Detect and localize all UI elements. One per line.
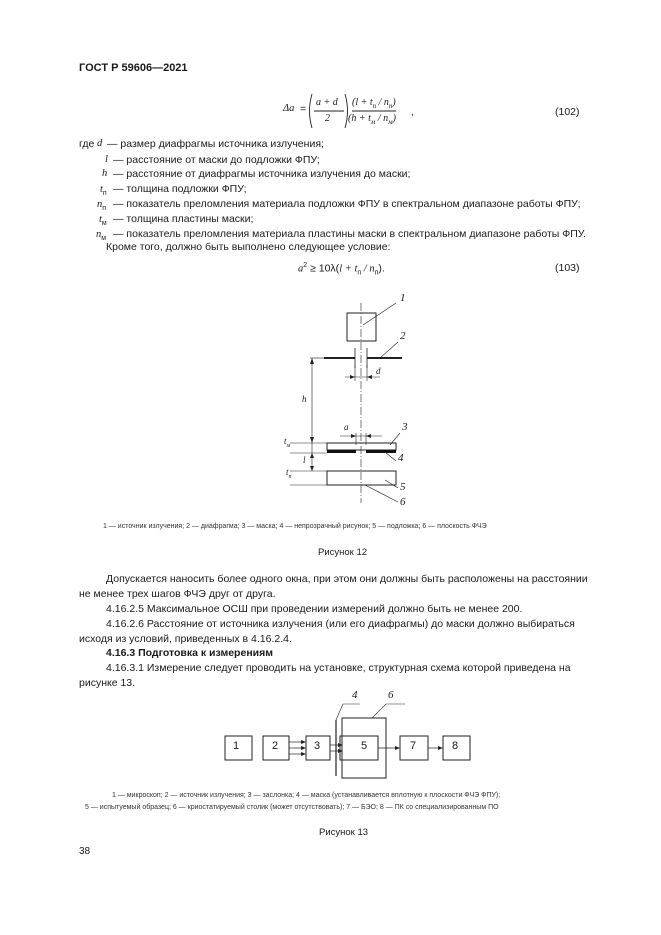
fig12-label-1: 1 (400, 292, 406, 304)
paragraph-4-16-3-1-a: 4.16.3.1 Измерение следует проводить на установке, структурная схема которой приведена на (106, 662, 571, 674)
eq102-frac2-den: $(h + t_м / n_м)$ (348, 113, 396, 126)
eq102-tail: , (411, 106, 414, 118)
legend-sym-nm: $n_м$ (96, 229, 107, 243)
legend-sym-tp: $t_п$ (100, 184, 107, 198)
source-box (347, 313, 376, 341)
fig13-block-3-label: 3 (314, 740, 321, 752)
eq102-frac1-den: 2 (325, 113, 330, 124)
eq102-eq: = (300, 103, 307, 115)
opaque-pattern-left (327, 450, 356, 453)
block-5 (340, 736, 378, 760)
fig12-label-3: 3 (402, 421, 408, 433)
fig13-label-4: 4 (352, 689, 358, 701)
legend-sym-h: h (102, 168, 108, 179)
legend-text-tp: — толщина подложки ФПУ; (113, 183, 247, 195)
legend-sym-d: d (97, 138, 103, 149)
legend-text-np: — показатель преломления материала подложки ФПУ в спектральном диапазоне работы ФПУ; (113, 198, 581, 210)
figure-13-title: Рисунок 13 (319, 827, 369, 838)
legend-intro: где (79, 138, 95, 150)
fig12-dim-tm: $t_м$ (284, 436, 291, 449)
legend-sym-l: l (105, 154, 108, 165)
fig12-dim-tp: $t_п$ (286, 467, 292, 480)
legend-text-h: — расстояние от диафрагмы источника излучения до маски; (113, 168, 411, 180)
opaque-pattern-right (366, 450, 396, 453)
paragraph-windows-1: Допускается наносить более одного окна, при этом они должны быть расположены на расстоянии (106, 573, 588, 585)
figure-13-caption-1: 1 — микроскоп; 2 — источник излучения; 3 — заслонка; 4 — маска (устанавливается вплотную к плоскости ФЧЭ ФПУ); (112, 792, 501, 799)
eq103-number: (103) (555, 262, 580, 274)
legend-text-l: — расстояние от маски до подложки ФПУ; (113, 154, 320, 166)
fig13-label-6: 6 (388, 689, 394, 701)
eq103-body: $a^2 \ge 10\lambda(l + t_п / n_п)$. (298, 262, 385, 277)
legend-text-nm: — показатель преломления материала пластины маски в спектральном диапазоне работы ФПУ. (113, 228, 586, 240)
eq102-frac1-num: a + d (316, 97, 338, 108)
fig12-dim-h: h (302, 394, 307, 404)
fig12-label-4: 4 (398, 452, 404, 464)
figure-12-title: Рисунок 12 (318, 547, 368, 558)
eq102-number: (102) (555, 106, 580, 118)
paragraph-4-16-2-6-b: исходя из условий, приведенных в 4.16.2.4. (79, 633, 292, 645)
paragraph-4-16-3-1-b: рисунке 13. (79, 677, 136, 689)
eq102-lhs: Δa (283, 103, 295, 114)
fig13-block-8-label: 8 (452, 740, 459, 752)
fig12-label-2: 2 (400, 330, 406, 342)
fig13-block-7-label: 7 (410, 740, 417, 752)
mask-plate (327, 443, 396, 450)
legend-sym-np: $n_п$ (97, 199, 107, 213)
figure-13-caption-2: 5 — испытуемый образец; 6 — криостатируемый столик (может отсутствовать); 7 — БЭО; 8 — ПК со специализированным ПО (85, 804, 499, 811)
legend-text-tm: — толщина пластины маски; (113, 213, 254, 225)
paragraph-4-16-2-5: 4.16.2.5 Максимальное ОСШ при проведении измерений должно быть не менее 200. (106, 603, 523, 615)
fig13-block-1-label: 1 (233, 740, 240, 752)
figure-12-caption: 1 — источник излучения; 2 — диафрагма; 3 — маска; 4 — непрозрачный рисунок; 5 — подложка; 6 — плоскость ФЧЭ (103, 523, 487, 530)
paragraph-4-16-2-6-a: 4.16.2.6 Расстояние от источника излучения (или его диафрагмы) до маски должно выбираться (106, 618, 575, 630)
section-heading-4-16-3: 4.16.3 Подготовка к измерениям (106, 647, 274, 659)
page-number: 38 (79, 846, 91, 857)
figure-12-diagram (270, 285, 430, 515)
standard-header: ГОСТ Р 59606—2021 (79, 62, 188, 74)
fig13-block-5-label: 5 (361, 740, 368, 752)
fig12-label-5: 5 (400, 481, 406, 493)
fig13-block-2-label: 2 (272, 740, 279, 752)
fig12-dim-l: l (303, 455, 306, 465)
legend-sym-tm: $t_м$ (99, 214, 107, 228)
substrate (327, 471, 396, 485)
fig12-label-6: 6 (400, 496, 406, 508)
fig12-dim-d: d (376, 366, 381, 376)
eq102-frac2-num: $(l + t_п / n_п)$ (352, 97, 396, 110)
fig12-dim-a: a (344, 422, 349, 432)
condition-paragraph: Кроме того, должно быть выполнено следующее условие: (106, 241, 391, 253)
legend-text-d: — размер диафрагмы источника излучения; (107, 138, 324, 150)
paragraph-windows-2: не менее трех шагов ФЧЭ друг от друга. (79, 588, 276, 600)
